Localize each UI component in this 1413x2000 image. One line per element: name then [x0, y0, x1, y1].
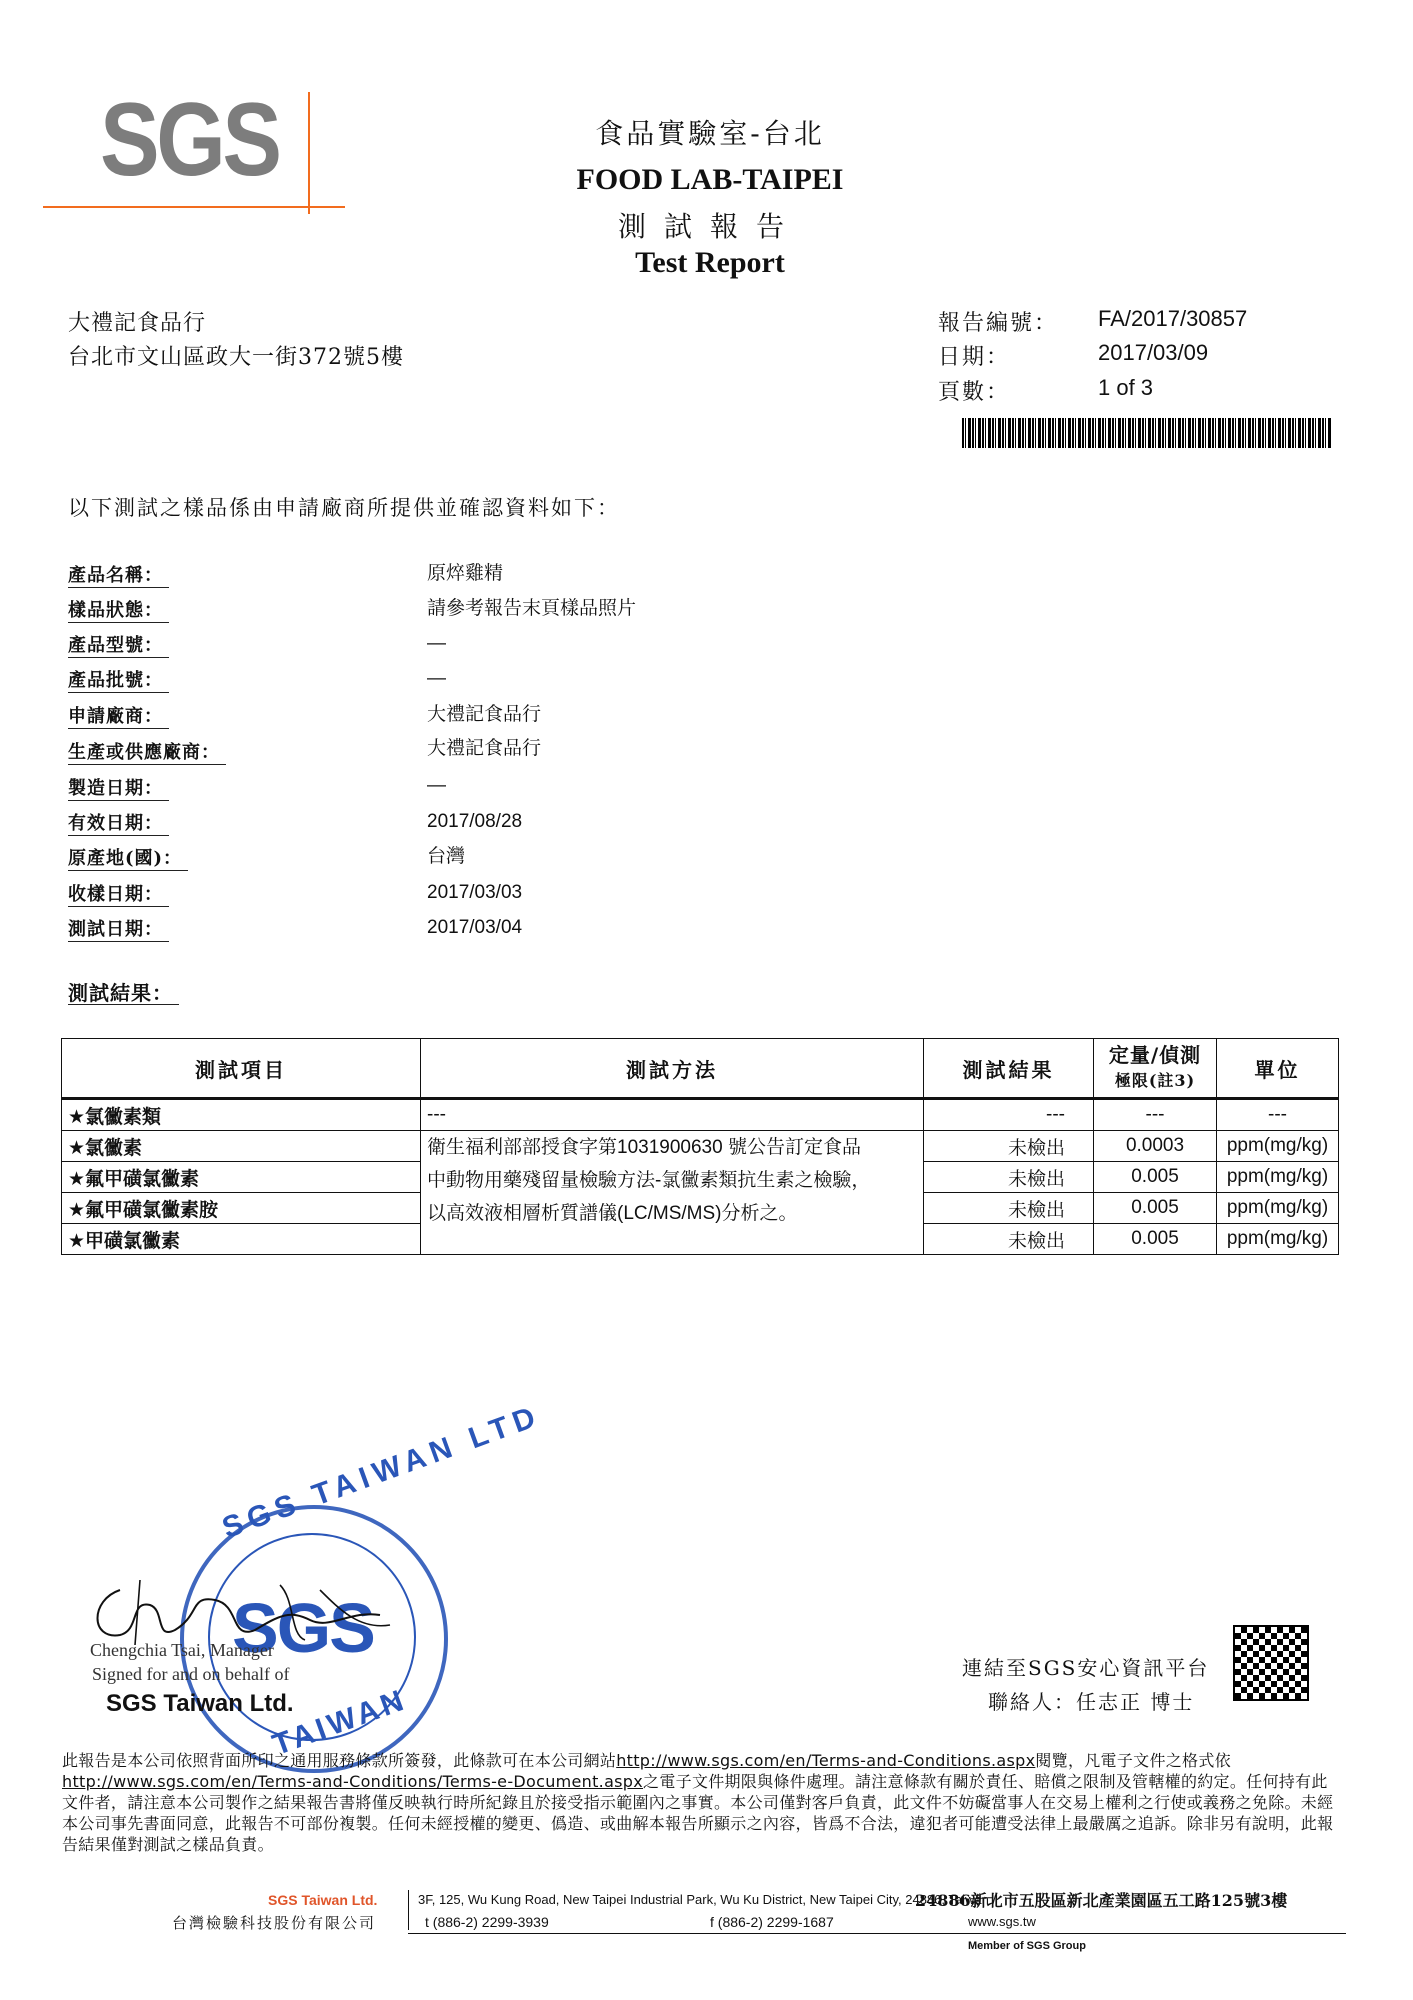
cell-item: ★氟甲磺氯黴素 — [62, 1162, 421, 1193]
terms-link[interactable]: http://www.sgs.com/en/Terms-and-Conditions.aspx — [616, 1751, 1036, 1770]
footer-website[interactable]: www.sgs.tw — [968, 1914, 1036, 1929]
terms-disclaimer — [62, 1750, 1340, 1855]
info-label: 測試日期： — [68, 919, 169, 942]
info-value: 台灣 — [427, 846, 466, 867]
info-label: 產品名稱： — [68, 565, 169, 588]
report-pages-value: 1 of 3 — [1098, 375, 1154, 400]
footer-rule — [408, 1933, 1346, 1934]
info-value: — — [427, 633, 446, 654]
report-title-zh: 測試報告 — [617, 210, 802, 243]
barcode — [962, 418, 1332, 448]
method-line: 衛生福利部部授食字第1031900630 號公告訂定食品 — [427, 1137, 861, 1158]
cell-item: ★氟甲磺氯黴素胺 — [62, 1193, 421, 1224]
lab-title-zh: 食品實驗室-台北 — [595, 117, 825, 150]
logo-rule-horizontal — [43, 206, 345, 208]
limit-header-line2: 極限(註3) — [1114, 1071, 1196, 1090]
seal-bottom-text: TAIWAN — [268, 1683, 412, 1762]
footer-address-zh: 24886新北市五股區新北產業園區五工路125號3樓 — [915, 1891, 1288, 1910]
method-line: 以高效液相層析質譜儀(LC/MS/MS)分析之。 — [427, 1203, 798, 1224]
method-line: 中動物用藥殘留量檢驗方法-氯黴素類抗生素之檢驗， — [427, 1170, 871, 1191]
info-label: 產品型號： — [68, 635, 169, 658]
col-header-limit — [1094, 1039, 1217, 1099]
report-date-value: 2017/03/09 — [1098, 340, 1209, 365]
info-label: 申請廠商： — [68, 706, 169, 729]
disclaimer-text: 此報告是本公司依照背面所印之通用服務條款所簽發，此條款可在本公司網站 — [62, 1751, 617, 1770]
col-header-unit: 單位 — [1217, 1039, 1339, 1099]
results-table — [61, 1038, 1339, 1255]
info-value: 2017/08/28 — [427, 811, 523, 832]
signed-on-behalf: Signed for and on behalf of — [92, 1664, 290, 1684]
intro-text: 以下測試之樣品係由申請廠商所提供並確認資料如下： — [68, 496, 620, 520]
info-label: 樣品狀態： — [68, 600, 169, 623]
table-row — [62, 1099, 1339, 1131]
cell-result: 未檢出 — [924, 1224, 1094, 1255]
cell-unit: ppm(mg/kg) — [1217, 1224, 1339, 1255]
cell-unit: ppm(mg/kg) — [1217, 1193, 1339, 1224]
footer-company-zh: 台灣檢驗科技股份有限公司 — [172, 1914, 377, 1932]
info-label: 有效日期： — [68, 813, 169, 836]
cell-unit: ppm(mg/kg) — [1217, 1131, 1339, 1162]
disclaimer-text: 閱覽，凡電子文件之格式依 — [1035, 1751, 1231, 1770]
footer-divider — [408, 1890, 409, 1930]
client-address: 台北市文山區政大一街372號5樓 — [68, 345, 404, 370]
info-value: 2017/03/04 — [427, 917, 523, 938]
info-value: 請參考報告末頁樣品照片 — [427, 598, 637, 619]
table-row — [62, 1131, 1339, 1162]
info-value: — — [427, 775, 446, 796]
cell-limit: 0.0003 — [1094, 1131, 1217, 1162]
info-label: 收樣日期： — [68, 884, 169, 907]
cell-limit: 0.005 — [1094, 1224, 1217, 1255]
cell-limit: --- — [1094, 1099, 1217, 1131]
info-platform-link[interactable]: 連結至SGS安心資訊平台 — [962, 1656, 1210, 1680]
info-label: 產品批號： — [68, 670, 169, 693]
limit-header-line1: 定量/偵測 — [1108, 1043, 1202, 1067]
report-title-en: Test Report — [635, 246, 785, 279]
cell-method: --- — [421, 1099, 924, 1131]
report-no-value: FA/2017/30857 — [1098, 306, 1248, 331]
col-header-result: 測試結果 — [924, 1039, 1094, 1099]
footer-fax: f (886-2) 2299-1687 — [710, 1914, 834, 1930]
footer-company-en: SGS Taiwan Ltd. — [268, 1892, 378, 1908]
cell-limit: 0.005 — [1094, 1162, 1217, 1193]
col-header-item: 測試項目 — [62, 1039, 421, 1099]
footer-telephone: t (886-2) 2299-3939 — [425, 1914, 549, 1930]
cell-result: --- — [924, 1099, 1094, 1131]
logo-rule-vertical — [308, 92, 310, 214]
cell-unit: ppm(mg/kg) — [1217, 1162, 1339, 1193]
client-name: 大禮記食品行 — [68, 311, 207, 336]
terms-e-document-link[interactable]: http://www.sgs.com/en/Terms-and-Conditions/Terms-e-Document.aspx — [62, 1772, 644, 1791]
contact-person: 聯絡人：任志正 博士 — [988, 1690, 1195, 1714]
sgs-logo: SGS — [100, 82, 279, 198]
seal-top-text: SGS TAIWAN LTD — [218, 1399, 546, 1546]
info-label: 生產或供應廠商： — [68, 742, 226, 765]
report-pages-label: 頁數： — [938, 380, 1011, 405]
info-label: 原產地(國)： — [68, 848, 188, 871]
info-value: 原焠雞精 — [427, 563, 504, 584]
info-value: 大禮記食品行 — [427, 704, 542, 725]
footer-address-en: 3F, 125, Wu Kung Road, New Taipei Industrial Park, Wu Ku District, New Taipei City, 24886, Taiwan / — [418, 1892, 997, 1907]
report-date-label: 日期： — [938, 345, 1011, 370]
seal-logo: SGS — [232, 1589, 374, 1667]
cell-result: 未檢出 — [924, 1131, 1094, 1162]
info-value: — — [427, 668, 446, 689]
col-header-method: 測試方法 — [421, 1039, 924, 1099]
lab-title-en: FOOD LAB-TAIPEI — [576, 163, 844, 196]
table-header-row — [62, 1039, 1339, 1099]
disclaimer-text: 之電子文件期限與條件處理。請注意條款有關於責任、賠償之限制及管轄權的約定。任何持有此文件者，請注意本公司製作之結果報告書將僅反映執行時所紀錄且於接受指示範圍內之事實。本公司僅對客戶負責，此文件不妨礙當事人在交易上權利之行使或義務之免除。未經本公司事先書面同意，此報告不可部份複製。任何未經授權的變更、僞造、或曲解本報告所顯示之內容，皆爲不合法，違犯者可能遭受法律上最嚴厲之追訴。除非另有說明，此報告結果僅對測試之樣品負責。 — [62, 1772, 1334, 1854]
qr-code-icon[interactable] — [1233, 1625, 1309, 1701]
cell-result: 未檢出 — [924, 1193, 1094, 1224]
report-no-label: 報告編號： — [938, 311, 1059, 336]
info-value: 大禮記食品行 — [427, 738, 542, 759]
cell-method-description — [421, 1131, 924, 1255]
info-value: 2017/03/03 — [427, 882, 523, 903]
cell-item: ★氯黴素 — [62, 1131, 421, 1162]
signer-name: Chengchia Tsai, Manager — [90, 1640, 274, 1660]
signing-company: SGS Taiwan Ltd. — [106, 1690, 294, 1717]
cell-item: ★甲磺氯黴素 — [62, 1224, 421, 1255]
cell-item: ★氯黴素類 — [62, 1099, 421, 1131]
cell-unit: --- — [1217, 1099, 1339, 1131]
cell-result: 未檢出 — [924, 1162, 1094, 1193]
info-label: 製造日期： — [68, 778, 169, 801]
results-title: 測試結果： — [68, 982, 179, 1005]
cell-limit: 0.005 — [1094, 1193, 1217, 1224]
footer-member: Member of SGS Group — [968, 1940, 1086, 1952]
